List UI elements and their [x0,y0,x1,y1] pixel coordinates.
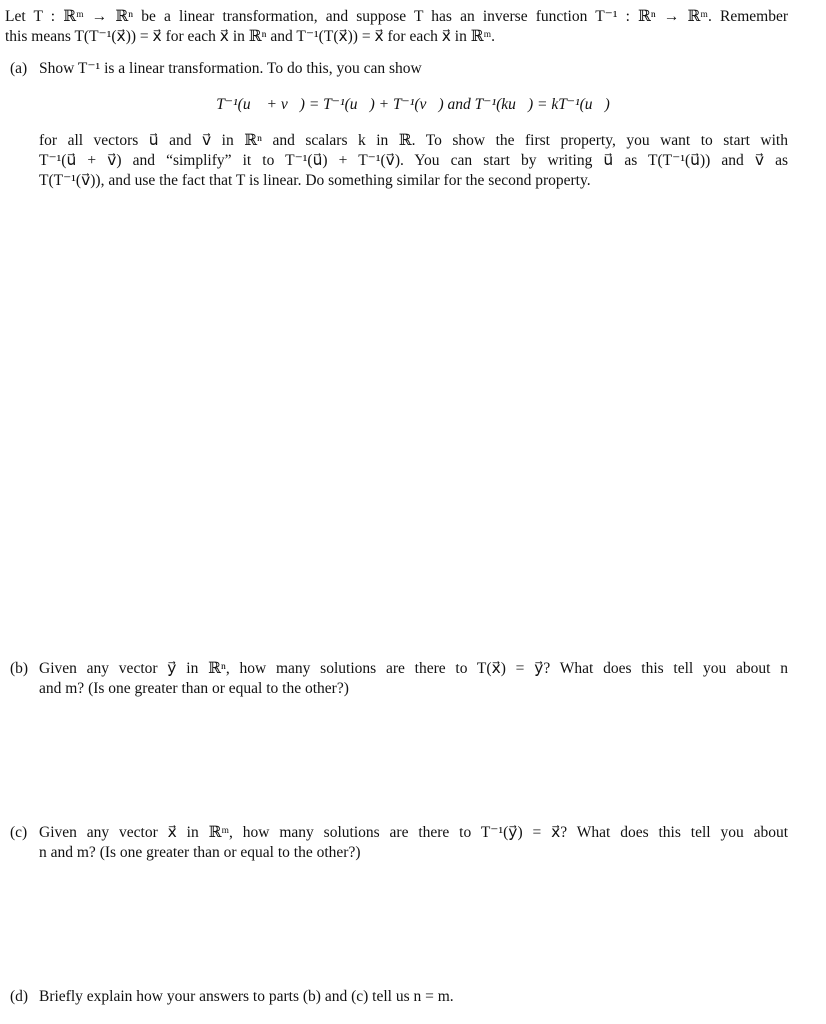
part-a-label: (a) [10,60,28,77]
part-c-label: (c) [10,824,28,841]
part-b-label: (b) [10,660,29,677]
part-a-body-line-2: T⁻¹(u⃗ + v⃗) and “simplify” it to T⁻¹(u⃗) + T⁻¹(v⃗). You can start by writing u⃗ as T(T⁻¹(u⃗)) and v⃗ as [39,152,788,169]
part-a-body-line-3: T(T⁻¹(v⃗)), and use the fact that T is linear. Do something similar for the second property. [39,172,591,189]
intro-line-1: Let T : ℝᵐ → ℝⁿ be a linear transformation, and suppose T has an inverse function T⁻¹ : ℝⁿ → ℝᵐ. Remember [5,8,788,25]
part-b-line-1: Given any vector y⃗ in ℝⁿ, how many solutions are there to T(x⃗) = y⃗? What does this tell you about n [39,660,788,677]
part-d-line-1: Briefly explain how your answers to parts (b) and (c) tell us n = m. [39,988,454,1005]
part-a-equation: T⁻¹(u⃗ + v⃗) = T⁻¹(u⃗) + T⁻¹(v⃗) and T⁻¹(ku⃗) = kT⁻¹(u⃗) [216,96,610,113]
intro-line-2: this means T(T⁻¹(x⃗)) = x⃗ for each x⃗ in ℝⁿ and T⁻¹(T(x⃗)) = x⃗ for each x⃗ in ℝᵐ. [5,28,496,45]
part-d-label: (d) [10,988,29,1005]
part-b-line-2: and m? (Is one greater than or equal to the other?) [39,680,349,697]
part-c-line-2: n and m? (Is one greater than or equal to the other?) [39,844,361,861]
part-a-body-line-1: for all vectors u⃗ and v⃗ in ℝⁿ and scalars k in ℝ. To show the first property, you want to start with [39,132,788,149]
part-c-line-1: Given any vector x⃗ in ℝᵐ, how many solutions are there to T⁻¹(y⃗) = x⃗? What does this tell you about [39,824,788,841]
part-a-text: Show T⁻¹ is a linear transformation. To do this, you can show [39,60,422,77]
